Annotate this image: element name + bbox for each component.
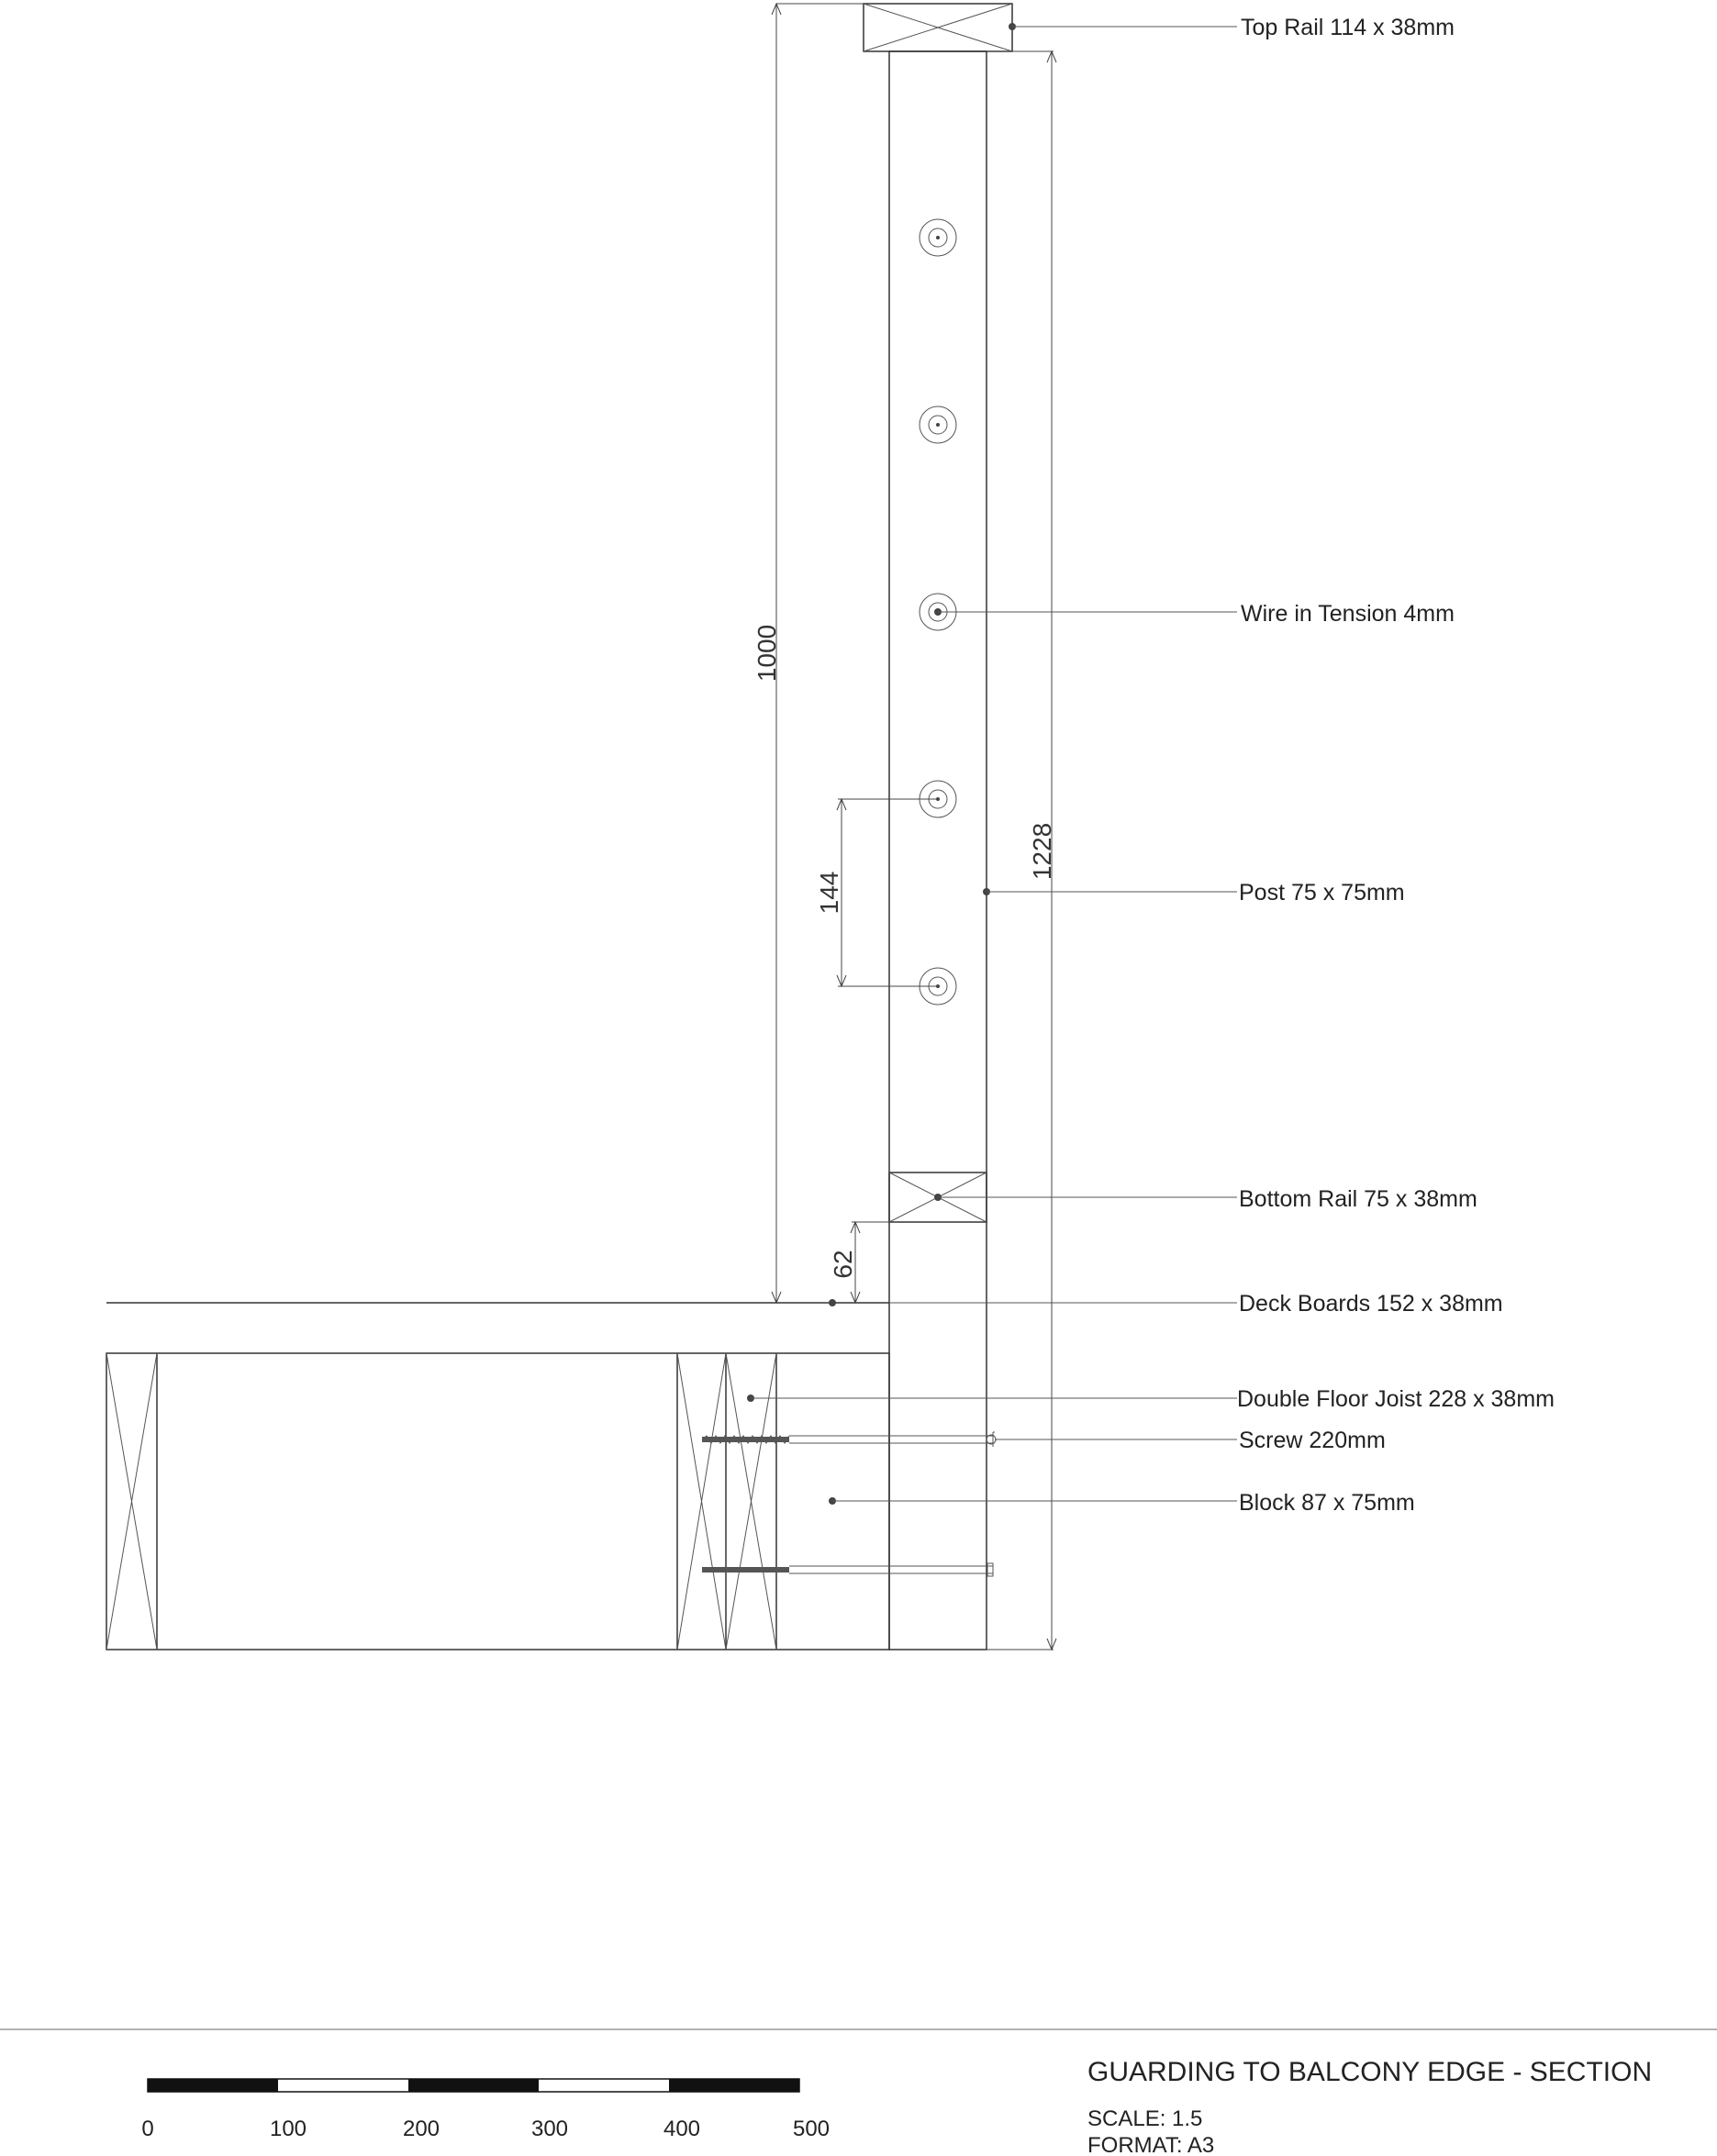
callout-floor-joist (747, 1386, 1555, 1412)
drawing-format: FORMAT: A3 (1087, 2133, 1215, 2156)
label-post: Post 75 x 75mm (1239, 880, 1405, 906)
label-deck-boards: Deck Boards 152 x 38mm (1239, 1291, 1503, 1317)
dimension-guard-height (753, 4, 864, 1303)
post-height-value: 1228 (1028, 822, 1056, 881)
top-rail (864, 4, 1012, 51)
title-block (1087, 2057, 1652, 2156)
callouts (747, 15, 1555, 1516)
screws (702, 1432, 996, 1576)
label-block: Block 87 x 75mm (1239, 1490, 1415, 1516)
dimension-rail-clearance (829, 1222, 889, 1303)
scale-bar (141, 2079, 830, 2141)
drawing-scale: SCALE: 1.5 (1087, 2106, 1203, 2131)
scale-tick: 300 (530, 2117, 569, 2141)
screw (702, 1432, 996, 1447)
floor-joist (106, 1353, 889, 1650)
scale-tick: 400 (663, 2117, 701, 2141)
post (889, 51, 987, 1650)
label-floor-joist: Double Floor Joist 228 x 38mm (1237, 1386, 1555, 1412)
dimension-post-height (987, 51, 1056, 1650)
scale-tick: 200 (402, 2117, 440, 2141)
drawing-title: GUARDING TO BALCONY EDGE - SECTION (1087, 2057, 1653, 2087)
callout-wire (938, 601, 1455, 627)
label-top-rail: Top Rail 114 x 38mm (1241, 15, 1455, 40)
end-joist (106, 1353, 157, 1650)
callout-bottom-rail (934, 1186, 1477, 1212)
wire-hole (920, 219, 956, 256)
scale-bar-segment (669, 2079, 799, 2092)
scale-bar-segment (148, 2079, 278, 2092)
dimension-wire-spacing (815, 799, 938, 986)
scale-bar-segment (408, 2079, 539, 2092)
label-wire: Wire in Tension 4mm (1241, 601, 1455, 627)
wire-spacing-value: 144 (815, 871, 843, 915)
label-screw: Screw 220mm (1239, 1428, 1386, 1453)
scale-tick: 100 (269, 2117, 307, 2141)
label-bottom-rail: Bottom Rail 75 x 38mm (1239, 1186, 1477, 1212)
callout-block (829, 1490, 1415, 1516)
double-joist (677, 1353, 776, 1650)
callout-screw (995, 1428, 1386, 1453)
scale-tick: 500 (792, 2117, 831, 2141)
screw (702, 1563, 993, 1576)
rail-clearance-value: 62 (829, 1250, 857, 1279)
wire-hole (920, 406, 956, 443)
callout-post (983, 880, 1405, 906)
callout-deck-boards (829, 1291, 1503, 1317)
callout-top-rail (1009, 15, 1455, 40)
scale-tick: 0 (141, 2117, 154, 2141)
guard-height-value: 1000 (753, 624, 781, 683)
